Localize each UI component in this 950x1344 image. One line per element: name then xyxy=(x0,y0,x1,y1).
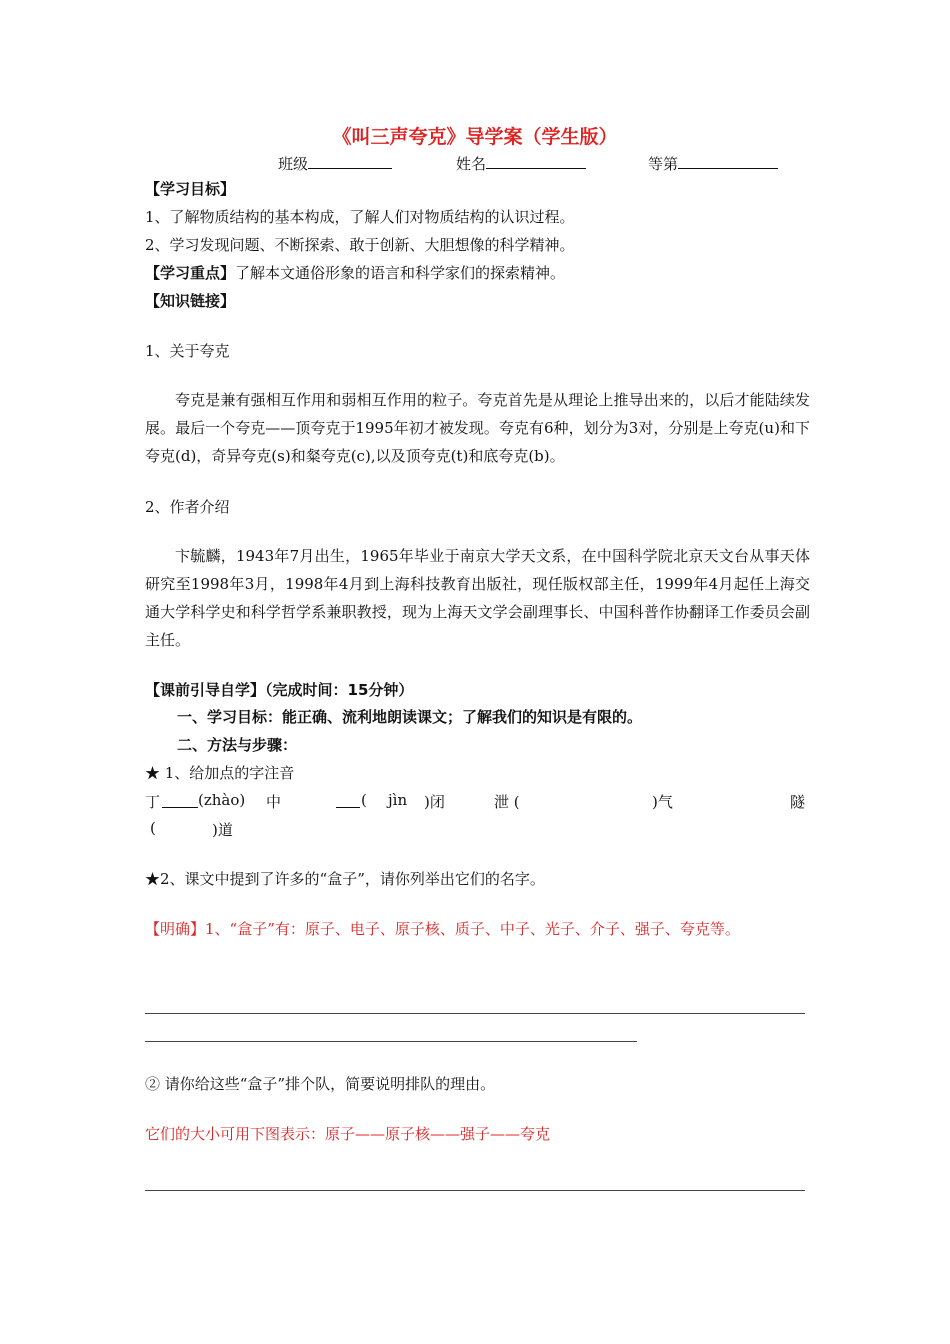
name-label: 姓名 xyxy=(456,155,487,173)
author-paragraph: 卞毓麟，1943年7月出生，1965年毕业于南京大学天文系，在中国科学院北京天文台从事天体研究至1998年3月，1998年4月到上海科技教育出版社，现任版权部主任，1999年4月起任上海交通大学科学史和科学哲学系兼职教授，现为上海天文学会副理事长、中国科普作协翻译工作委员会副主任。 xyxy=(145,547,810,649)
author-section-title: 2、作者介绍 xyxy=(145,498,230,516)
answer-line-2[interactable] xyxy=(145,1041,637,1042)
goal-item-2: 2、学习发现问题、不断探索、敢于创新、大胆想像的科学精神。 xyxy=(145,236,575,254)
answer-line-1[interactable] xyxy=(145,1013,805,1014)
pinyin-answer-2-open: ( xyxy=(361,791,367,809)
answer-3: 它们的大小可用下图表示：原子——原子核——强子——夸克 xyxy=(145,1125,551,1143)
knowledge-heading: 【知识链接】 xyxy=(145,292,236,310)
pinyin-blank-1[interactable] xyxy=(162,791,198,808)
class-field xyxy=(278,152,392,174)
question-1: ★ 1、给加点的字注音 xyxy=(145,764,295,782)
pinyin-answer-2: jìn xyxy=(388,791,408,809)
pinyin-answer-1: (zhào) xyxy=(198,791,246,809)
pinyin-word-4-close: )道 xyxy=(212,821,233,839)
rank-blank[interactable] xyxy=(678,152,778,169)
pinyin-word-3-close: )气 xyxy=(652,793,673,811)
page-title: 《叫三声夸克》导学案（学生版） xyxy=(332,126,618,148)
pinyin-answer-2-close: )闭 xyxy=(424,793,445,811)
pinyin-word-2: 中 xyxy=(266,793,282,811)
quark-section-title: 1、关于夸克 xyxy=(145,342,230,360)
preview-heading: 【课前引导自学】（完成时间：15分钟） xyxy=(145,681,414,699)
pinyin-row xyxy=(0,791,950,811)
student-info-line xyxy=(0,152,950,174)
answer-line-3[interactable] xyxy=(145,1190,805,1191)
pinyin-word-3: 泄 ( xyxy=(494,793,520,811)
pinyin-word-4: 隧 xyxy=(790,793,806,811)
name-field xyxy=(456,152,586,174)
rank-label: 等第 xyxy=(648,155,679,173)
pinyin-blank-2[interactable] xyxy=(336,791,360,808)
question-2: ★2、课文中提到了许多的“盒子”，请你列举出它们的名字。 xyxy=(145,870,545,888)
answer-2: 【明确】1、“盒子”有：原子、电子、原子核、质子、中子、光子、介子、强子、夸克等。 xyxy=(145,920,740,938)
goal-item-1: 1、了解物质结构的基本构成，了解人们对物质结构的认识过程。 xyxy=(145,208,575,226)
pinyin-word-4-open: ( xyxy=(150,819,156,837)
focus-heading: 【学习重点】 xyxy=(145,264,236,282)
class-blank[interactable] xyxy=(308,152,392,169)
preview-goal: 一、学习目标：能正确、流利地朗读课文；了解我们的知识是有限的。 xyxy=(177,708,643,726)
focus-text: 了解本文通俗形象的语言和科学家们的探索精神。 xyxy=(235,264,566,282)
goals-heading: 【学习目标】 xyxy=(145,180,236,198)
question-3: ② 请你给这些“盒子”排个队，简要说明排队的理由。 xyxy=(145,1075,496,1093)
rank-field xyxy=(648,152,778,174)
quark-paragraph: 夸克是兼有强相互作用和弱相互作用的粒子。夸克首先是从理论上推导出来的，以后才能陆续发展。最后一个夸克——顶夸克于1995年初才被发现。夸克有6种，划分为3对，分别是上夸克(u)和下夸克(d)，奇异夸克(s)和粲夸克(c),以及顶夸克(t)和底夸克(b)。 xyxy=(145,391,810,465)
class-label: 班级 xyxy=(278,155,309,173)
focus-line xyxy=(145,263,565,283)
pinyin-word-1: 丁 xyxy=(145,793,161,811)
name-blank[interactable] xyxy=(486,152,586,169)
pinyin-row-2 xyxy=(0,819,950,839)
preview-method: 二、方法与步骤： xyxy=(177,736,298,754)
